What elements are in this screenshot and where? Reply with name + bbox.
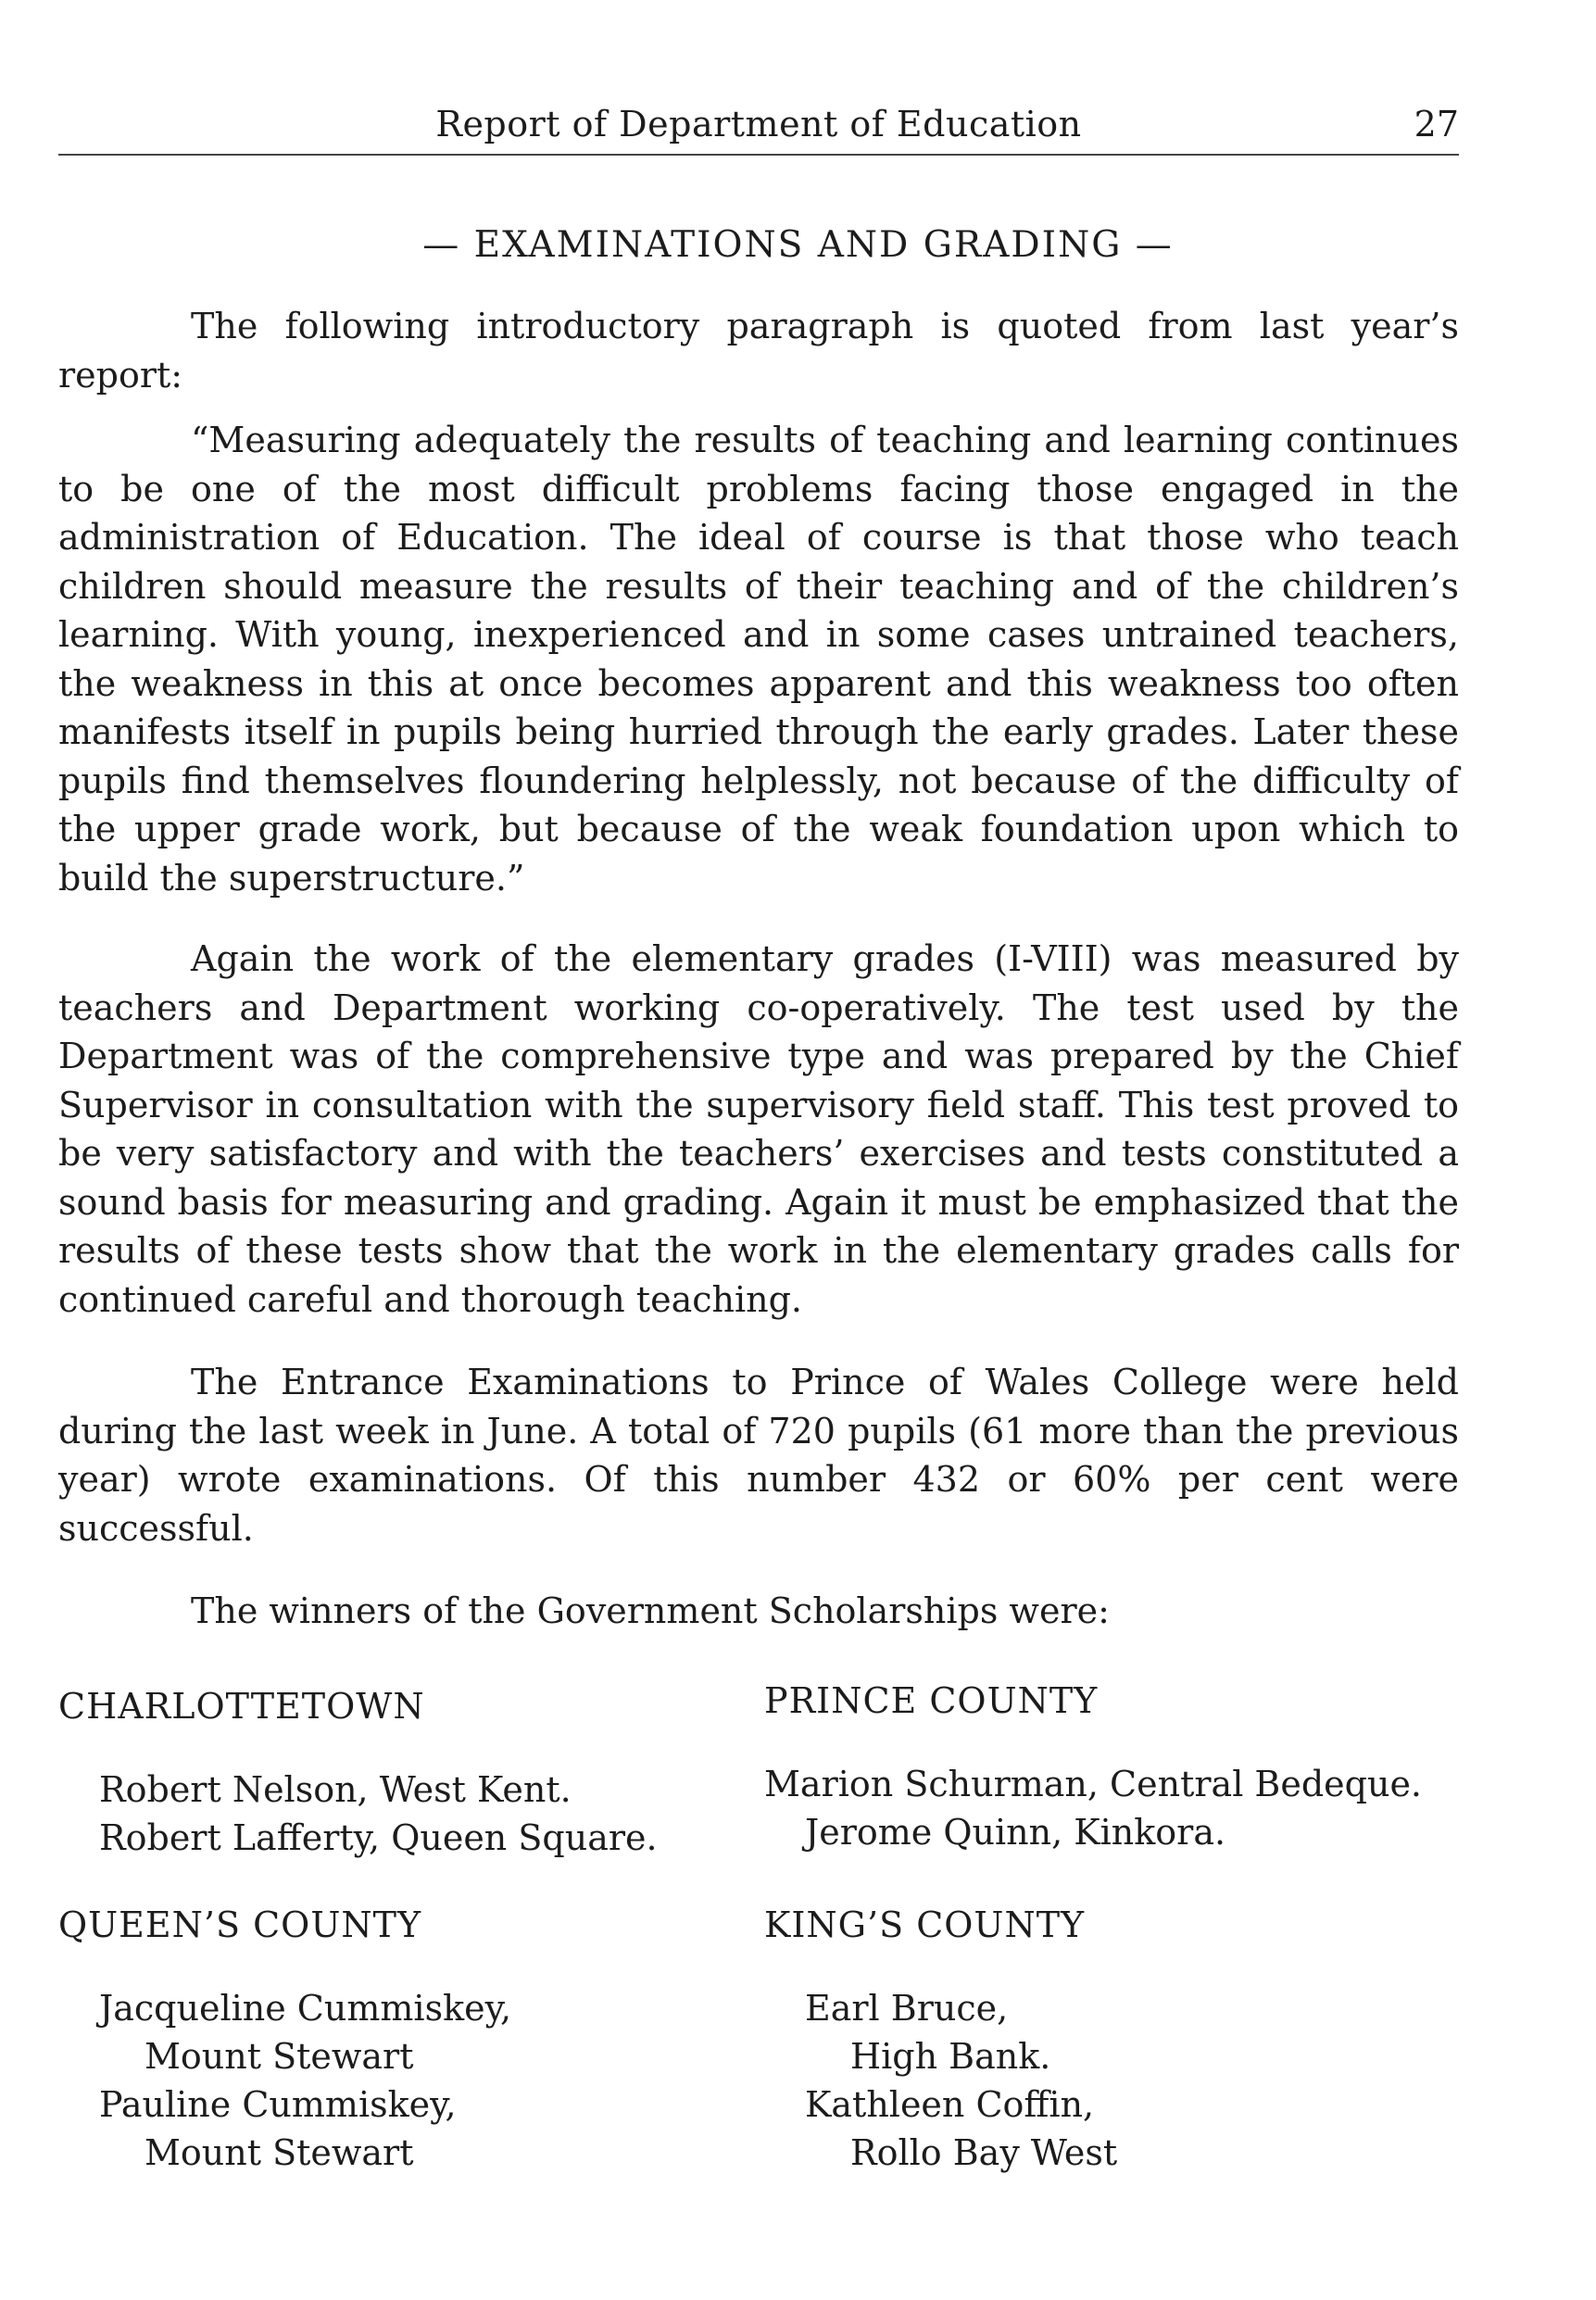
queens-county-winners [58, 1901, 511, 2177]
entrance-exams-paragraph: The Entrance Examinations to Prince of Wales College were held during the last week in June. A total of 720 pupils (61 more than the previous year) wrote examinations. Of this number 432 or 60% per cent were successful. [58, 1362, 1459, 1549]
winner-entry: High Bank. [850, 2036, 1051, 2077]
scholarship-intro: The winners of the Government Scholarships were: [191, 1590, 1110, 1631]
winner-entry: Rollo Bay West [850, 2132, 1118, 2173]
intro-paragraph: The following introductory paragraph is quoted from last year’s report: [58, 306, 1459, 396]
winner-entry: Earl Bruce, [805, 1988, 1009, 2029]
section-title: — EXAMINATIONS AND GRADING — [422, 224, 1174, 266]
winner-entry: Kathleen Coffin, [805, 2084, 1095, 2125]
page-number: 27 [1414, 104, 1459, 145]
winner-entry: Jerome Quinn, Kinkora. [805, 1812, 1226, 1853]
winner-entry: Jacqueline Cummiskey, [99, 1988, 512, 2029]
page-header [58, 104, 1459, 159]
quoted-paragraph: “Measuring adequately the results of teaching and learning continues to be one of the most difficult problems facing those engaged in the administration of Education. The ideal of course is that those who teach children should measure the results of their teaching and of the children’s learning. With young, inexperienced and in some cases untrained teachers, the weakness in this at once becomes apparent and this weakness too often manifests itself in pupils being hurried through the early grades. Later these pupils find themselves floundering helplessly, not because of the difficulty of the upper grade work, but because of the weak foundation upon which to build the superstructure.” [58, 420, 1459, 899]
county-heading: QUEEN’S COUNTY [58, 1904, 422, 1945]
elementary-grades-paragraph: Again the work of the elementary grades (I-VIII) was measured by teachers and Department working co-operatively. The test used by the Department was of the comprehensive type and was prepared by the Chief Supervisor in consultation with the supervisory field staff. This test proved to be very satisfactory and with the teachers’ exercises and tests constituted a sound basis for measuring and grading. Again it must be emphasized that the results of these tests show that the work in the elementary grades calls for continued careful and thorough teaching. [58, 938, 1459, 1320]
charlottetown-winners [58, 1682, 658, 1862]
winner-entry: Marion Schurman, Central Bedeque. [764, 1764, 1423, 1804]
county-heading: CHARLOTTETOWN [58, 1686, 425, 1727]
winner-entry: Mount Stewart [145, 2036, 414, 2077]
county-heading: PRINCE COUNTY [764, 1680, 1099, 1721]
winner-entry: Robert Lafferty, Queen Square. [99, 1817, 658, 1858]
kings-county-winners [764, 1901, 1117, 2177]
winner-entry: Robert Nelson, West Kent. [99, 1769, 572, 1810]
winner-entry: Mount Stewart [145, 2132, 414, 2173]
prince-county-winners [764, 1677, 1422, 1856]
header-rule [58, 154, 1459, 156]
running-head: Report of Department of Education [435, 104, 1082, 145]
county-heading: KING’S COUNTY [764, 1904, 1086, 1945]
winner-entry: Pauline Cummiskey, [99, 2084, 457, 2125]
